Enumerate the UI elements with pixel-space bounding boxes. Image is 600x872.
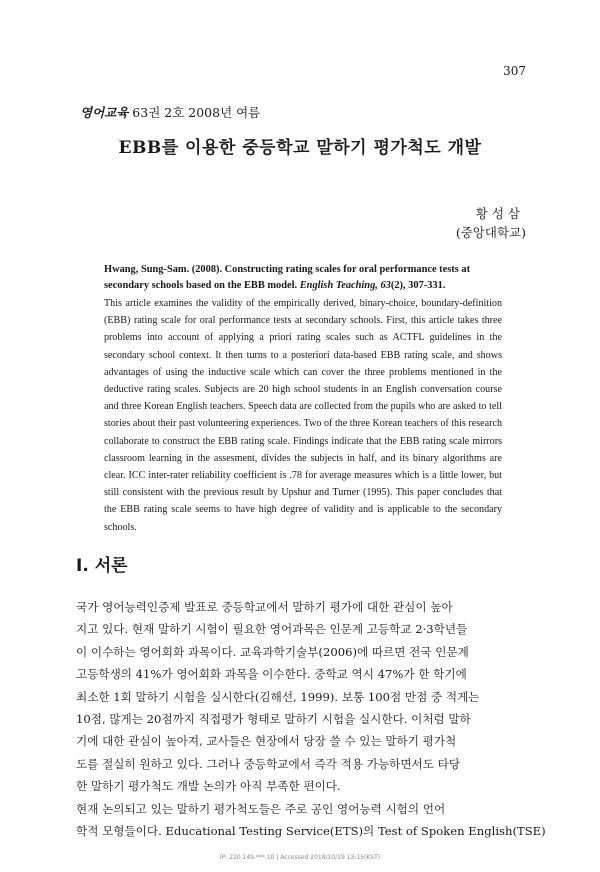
section-title: 서론 — [94, 556, 128, 576]
body-line: 도를 절실히 원하고 있다. 그러나 중등학교에서 즉각 적용 가능하면서도 타당 — [76, 756, 461, 771]
body-line: 국가 영어능력인증제 발표로 중등학교에서 말하기 평가에 대한 관심이 높아 — [76, 600, 453, 614]
journal-issue: 63권 2호 2008년 여름 — [132, 105, 261, 120]
body-text — [76, 596, 546, 842]
body-line: 학적 모형들이다. Educational Testing Service(ETS)의 Test of Spoken English(TSE) — [76, 824, 546, 839]
page-number: 307 — [503, 64, 526, 78]
journal-name: 영어교육 — [80, 105, 129, 120]
section-heading — [76, 551, 128, 576]
body-line: 최소한 1회 말하기 시험을 실시한다(김해선, 1999). 보통 100점 만점 중 적게는 — [76, 689, 480, 704]
citation-main: Hwang, Sung-Sam. (2008). Constructing rating scales for oral performance tests at secondary schools based on the EBB model. — [104, 264, 471, 291]
body-line: 이 이수하는 영어회화 과목이다. 교육과학기술부(2006)에 따르면 전국 인문계 — [76, 644, 469, 659]
abstract: This article examines the validity of the empirically derived, binary-choice, boundary-definition (EBB) rating scale for oral performance tests at secondary schools. First, this article takes three problems into account of applying a priori rating scales such as ACTFL guidelines in the secondary school context. It then turns to a posteriori data-based EBB rating scale, and shows advantages of using the inductive scale which can cover the three problems mentioned in the deductive rating scales. Subjects are 20 high school students in an English conversation course and three Korean English teachers. Speech data are collected from the pupils who are asked to tell stories about their past volunteering experiences. Two of the three Korean teachers of this research collaborate to construct the EBB rating scale. Findings indicate that the EBB rating scale mirrors classroom learning in the assesment, divides the subjects in half, and its binary algorithms are clear. ICC inter-rater reliability coefficient is .78 for average measures which is a little lower, but still consistent with the previous result by Upshur and Turner (1995). This paper concludes that the EBB rating scale seems to have high degree of validity and is applicable to the secondary schools. — [104, 298, 502, 533]
journal-header — [80, 103, 260, 121]
citation-rest: (2), 307-331. — [390, 280, 446, 291]
citation — [104, 262, 502, 294]
author-name: 황성삼 — [475, 206, 524, 221]
paper-title: EBB를 이용한 중등학교 말하기 평가척도 개발 — [118, 138, 482, 158]
body-line: 한 말하기 평가척도 개발 논의가 아직 부족한 편이다. — [76, 779, 341, 794]
access-footer: IP: 220.149.***.10 | Accessed 2018/10/19 13:15(KST) — [219, 854, 381, 861]
body-line: 현재 논의되고 있는 말하기 평가척도들은 주로 공인 영어능력 시험의 언어 — [76, 801, 446, 816]
body-line: 10점, 많게는 20점까지 직접평가 형태로 말하기 시험을 실시한다. 이처럼 말하 — [76, 712, 471, 727]
body-line: 기에 대한 관심이 높아져, 교사들은 현장에서 당장 쓸 수 있는 말하기 평가척 — [76, 734, 457, 749]
body-line: 지고 있다. 현재 말하기 시험이 필요한 영어과목은 인문계 고등학교 2·3학년들 — [76, 622, 468, 637]
section-number: I. — [76, 556, 89, 576]
citation-journal: English Teaching, 63 — [299, 280, 391, 291]
body-line: 고등학생의 41%가 영어회화 과목을 이수한다. 중학교 역시 47%가 한 학기에 — [76, 667, 467, 682]
author-affiliation: (중앙대학교) — [455, 225, 526, 240]
